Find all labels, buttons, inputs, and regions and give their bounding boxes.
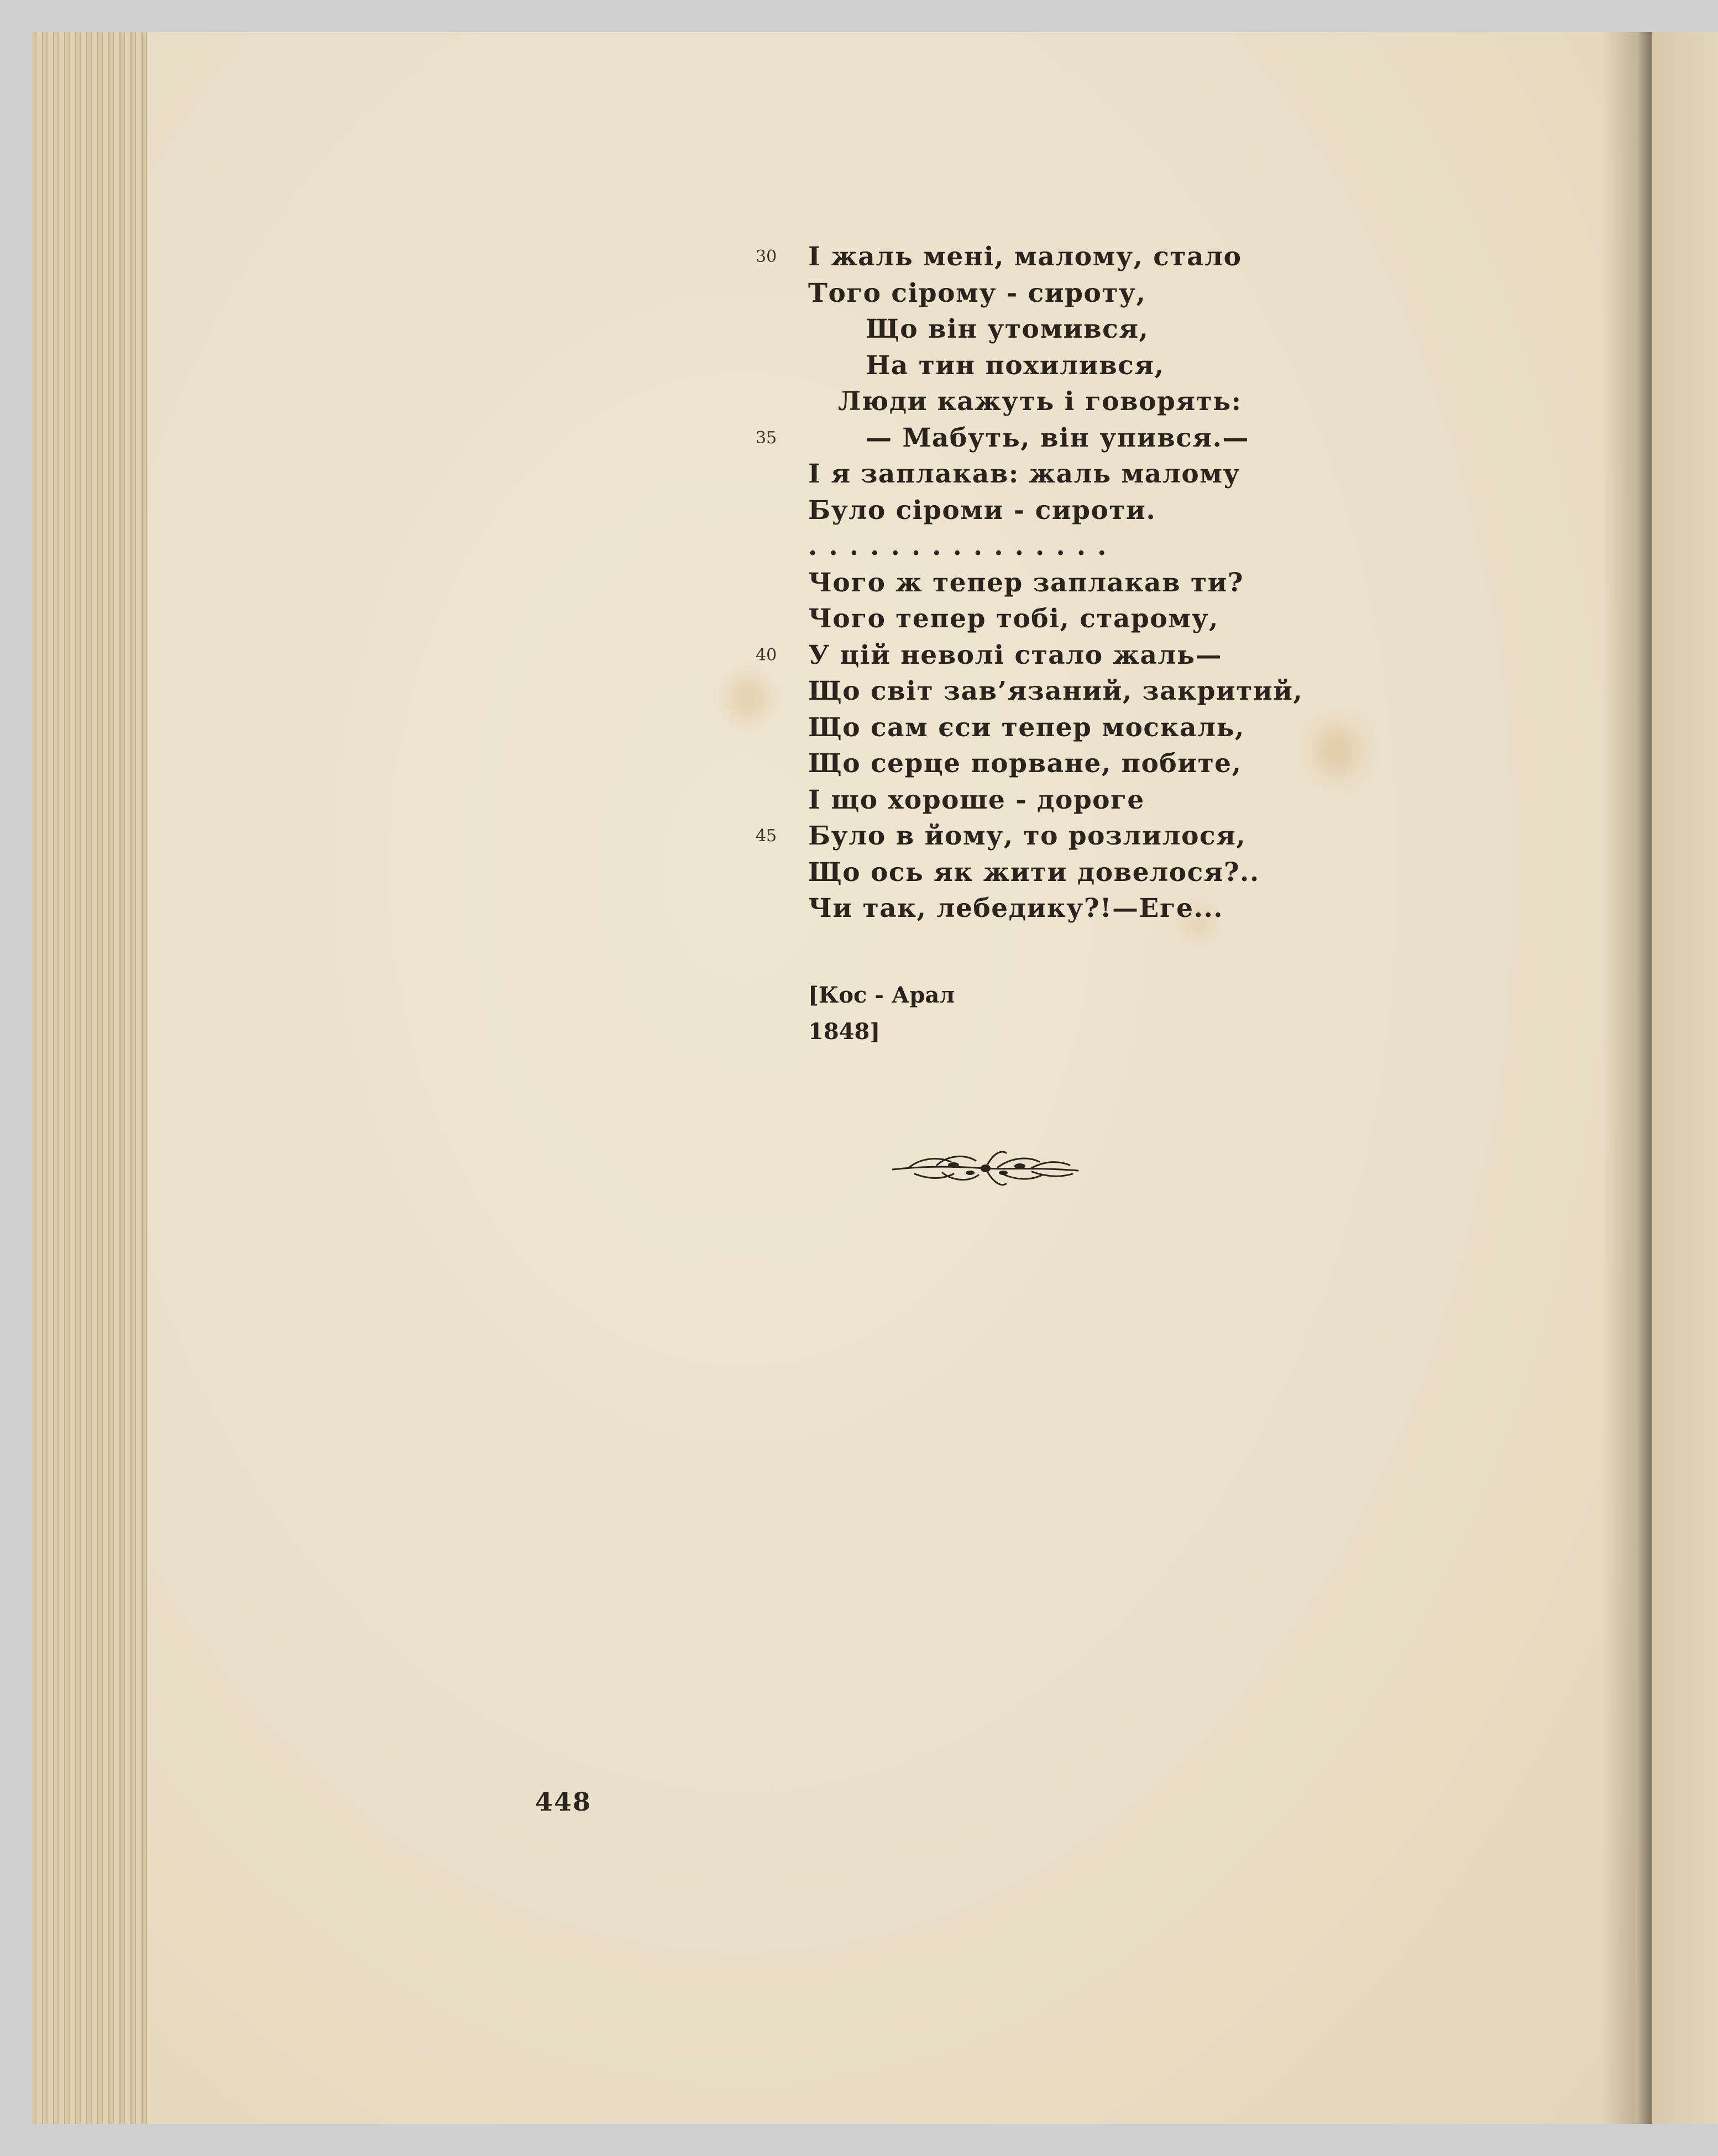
poem-line: На тин похилився,	[866, 350, 1165, 381]
line-number: 30	[756, 247, 777, 266]
poem-line: Що ось як жити довелося?..	[808, 857, 1260, 888]
place-name: [Кос - Арал	[808, 982, 955, 1008]
poem-line: І що хороше - дороге	[808, 784, 1145, 815]
line-number: 35	[756, 428, 777, 448]
page-number: 448	[535, 1787, 592, 1817]
gutter-shadow	[1602, 32, 1652, 2124]
next-page-edge	[1652, 32, 1718, 2124]
poem-line: Чого ж тепер заплакав ти?	[808, 567, 1244, 598]
poem-line: Що сам єси тепер москаль,	[808, 712, 1245, 743]
poem-line: 45 Було в йому, то розлилося,	[808, 818, 1306, 854]
poem-line: Чого тепер тобі, старому,	[808, 604, 1219, 634]
poem-line: Чи так, лебедику?!—Еге...	[808, 893, 1224, 924]
poem-line: 40 У цій неволі стало жаль—	[808, 637, 1306, 674]
poem-line: І я заплакав: жаль малому	[808, 459, 1241, 489]
line-number: 40	[756, 645, 777, 665]
poem-text	[756, 239, 1306, 927]
paper-stain	[1314, 726, 1359, 775]
year: 1848]	[808, 1019, 881, 1045]
poem-line: Було сіроми - сироти.	[808, 495, 1156, 526]
poem-line: 30 І жаль мені, малому, стало	[808, 239, 1306, 275]
poem-line: Що серце порване, побите,	[808, 748, 1242, 779]
leaf-ornament-icon	[887, 1143, 1083, 1193]
paper-stain	[729, 676, 767, 720]
poem-line: Що світ зав’язаний, закритий,	[808, 676, 1303, 706]
place-date-note	[808, 977, 955, 1050]
ellipsis-separator: ...............	[808, 531, 1118, 562]
page-edges	[32, 32, 150, 2124]
line-number: 45	[756, 826, 777, 846]
poem-line: Люди кажуть і говорять:	[838, 386, 1242, 417]
poem-line: Того сірому - сироту,	[808, 277, 1146, 308]
poem-line: 35 — Мабуть, він упився.—	[808, 420, 1306, 457]
poem-line: Що він утомився,	[866, 314, 1149, 344]
